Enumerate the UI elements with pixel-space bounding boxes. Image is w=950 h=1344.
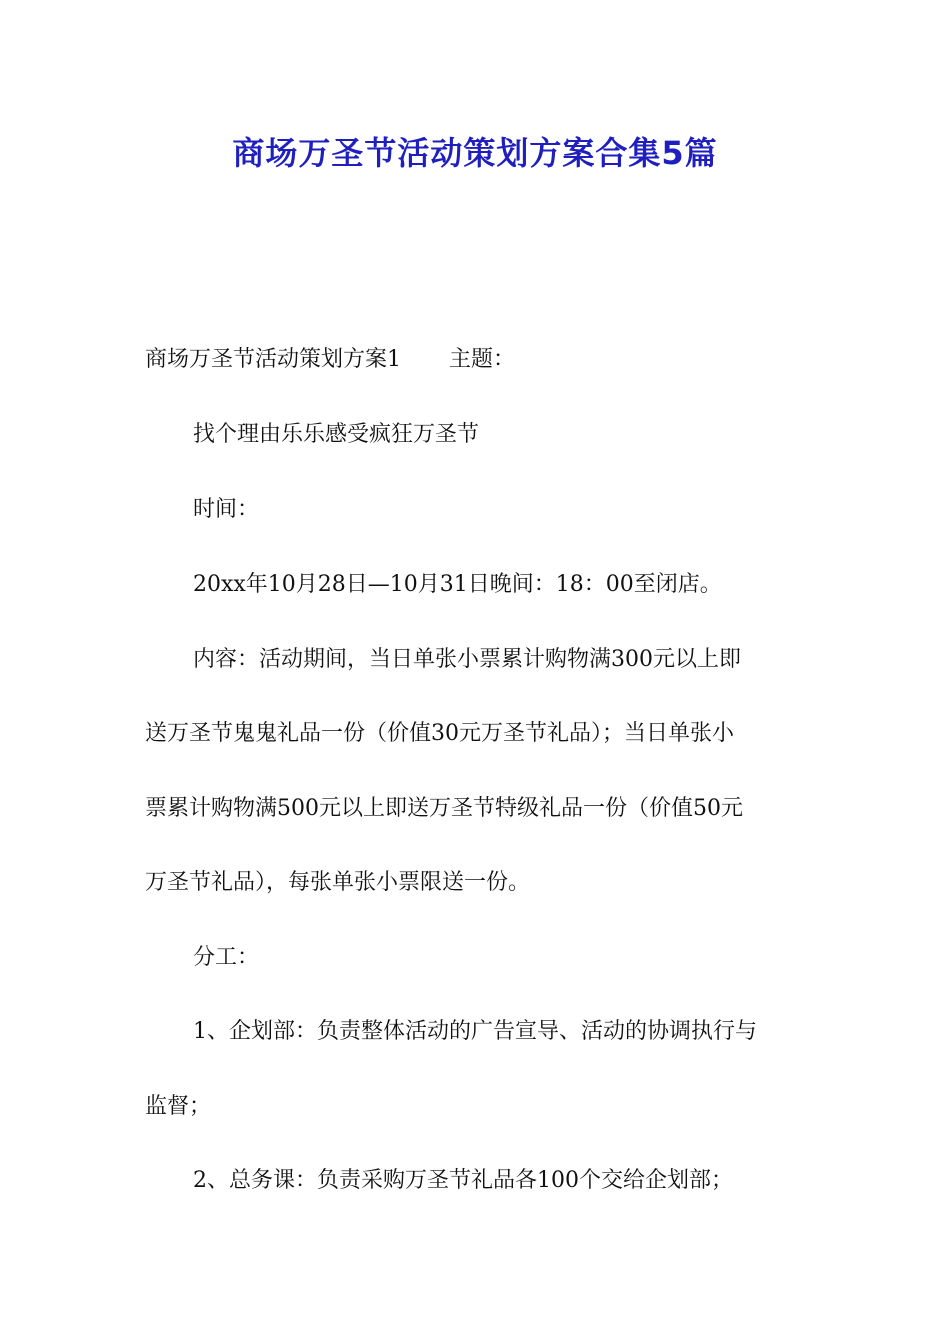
item2-line: 2、总务课：负责采购万圣节礼品各100个交给企划部； bbox=[193, 1168, 733, 1193]
time-text: 20xx年10月28日—10月31日晚间：18：00至闭店。 bbox=[193, 572, 722, 597]
section-heading-line bbox=[145, 345, 515, 375]
time-label: 时间： bbox=[193, 497, 260, 522]
topic-text: 找个理由乐乐感受疯狂万圣节 bbox=[193, 422, 480, 447]
document-title: 商场万圣节活动策划方案合集5篇 bbox=[232, 134, 718, 172]
content-line-3: 票累计购物满500元以上即送万圣节特级礼品一份（价值50元 bbox=[145, 796, 743, 821]
topic-label: 主题： bbox=[449, 347, 516, 372]
content-line-2: 送万圣节鬼鬼礼品一份（价值30元万圣节礼品）；当日单张小 bbox=[145, 721, 734, 746]
item1-line-2: 监督； bbox=[145, 1094, 212, 1119]
item1-line-1: 1、企划部：负责整体活动的广告宣导、活动的协调执行与 bbox=[193, 1019, 757, 1044]
content-line-1: 内容：活动期间，当日单张小票累计购物满300元以上即 bbox=[193, 647, 741, 672]
section-heading: 商场万圣节活动策划方案1 bbox=[145, 347, 401, 372]
division-label: 分工： bbox=[193, 945, 260, 970]
content-line-4: 万圣节礼品），每张单张小票限送一份。 bbox=[145, 870, 531, 895]
